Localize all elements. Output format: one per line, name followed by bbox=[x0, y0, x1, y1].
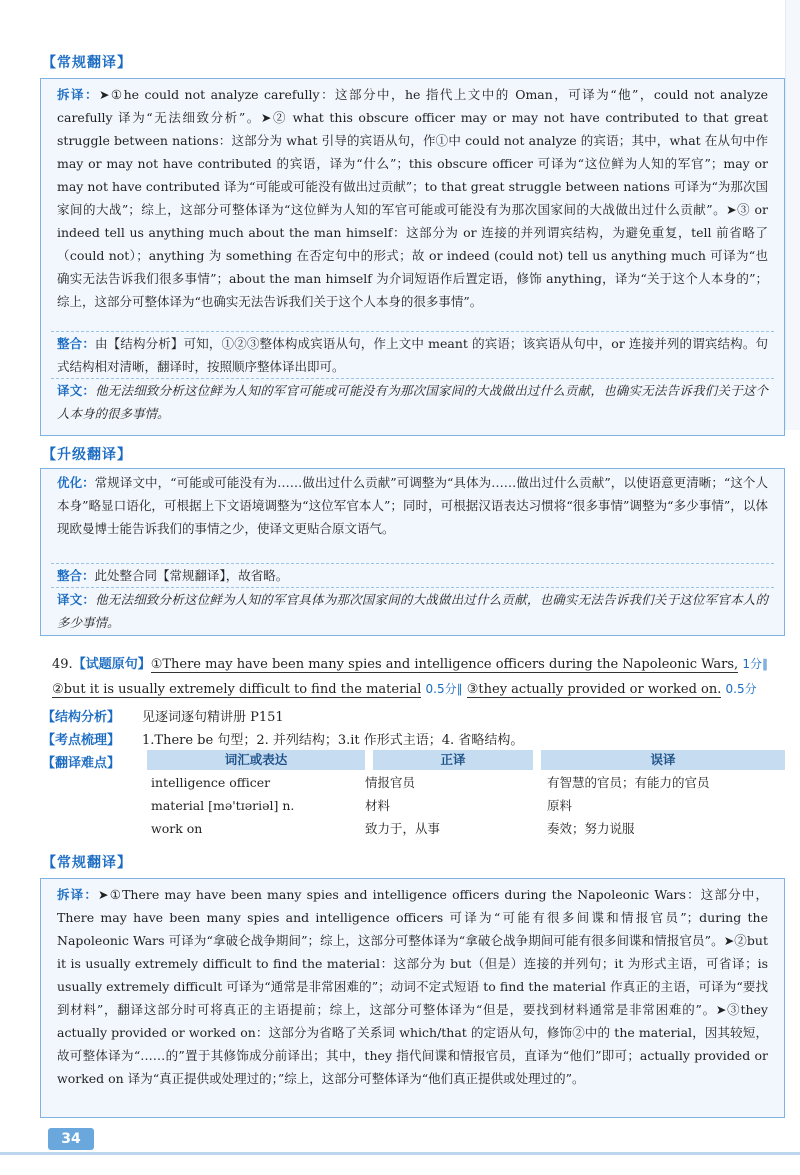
table-cell: 有智慧的官员；有能力的官员 bbox=[547, 775, 710, 790]
section-title-regular-2: 【常规翻译】 bbox=[42, 855, 132, 871]
section-title-regular-1: 【常规翻译】 bbox=[42, 55, 132, 71]
difficulty-label: 【翻译难点】 bbox=[42, 756, 121, 771]
table-cell: work on bbox=[151, 821, 203, 836]
table-header-wrong: 误译 bbox=[541, 750, 785, 770]
zhenghe-paragraph bbox=[41, 332, 784, 378]
table-cell: 原料 bbox=[547, 798, 573, 813]
sentence-part-2: ②but it is usually extremely difficult to find the material bbox=[52, 682, 422, 697]
question-49 bbox=[52, 652, 788, 702]
chaiyi-text: ➤①he could not analyze carefully：这部分中，he 指代上文中的 Oman，可译为“他”，could not analyze carefully 译为“无法细致分析”。➤② what this obscure officer may or may not have contributed to that great struggle between nations：这部分为 what 引导的宾语从句，作①中 could not analyze 的宾语；其中，what 在从句中作 may or may not have contributed 的宾语，译为“什么”；this obscure officer 可译为“这位鲜为人知的军官”；may or may not have contributed 译为“可能或可能没有做出过贡献”；to that great struggle between nations 可译为“为那次国家间的大战”；综上，这部分可整体译为“这位鲜为人知的军官可能或可能没有为那次国家间的大战做出过什么贡献”。➤③ or indeed tell us anything much about the man himself：这部分为 or 连接的并列谓宾结构，为避免重复，tell 前省略了（could not）；anything 为 something 在否定句中的形式；故 or indeed (could not) tell us anything much 可译为“也确实无法告诉我们很多事情”；about the man himself 为介词短语作后置定语，修饰 anything，译为“关于这个人本身的”；综上，这部分可整体译为“也确实无法告诉我们关于这个人本身的很多事情”。 bbox=[57, 87, 768, 309]
chaiyi-label-2: 拆译： bbox=[57, 887, 99, 902]
score-1: 1分 bbox=[742, 657, 762, 671]
yiwen-text-upgrade: 他无法细致分析这位鲜为人知的军官具体为那次国家间的大战做出过什么贡献，也确实无法告诉我们关于这位军官本人的多少事情。 bbox=[57, 592, 768, 630]
yiwen-paragraph bbox=[41, 379, 784, 425]
page-number: 34 bbox=[48, 1128, 94, 1150]
table-cell: 奏效；努力说服 bbox=[547, 821, 635, 836]
footer-bar bbox=[0, 1152, 800, 1155]
yiwen-label-upgrade: 译文： bbox=[57, 592, 96, 607]
section-title-upgrade: 【升级翻译】 bbox=[42, 447, 132, 463]
chaiyi-paragraph-2 bbox=[41, 879, 784, 1115]
structure-analysis-row bbox=[42, 706, 284, 725]
structure-analysis-text: 见逐词逐句精讲册 P151 bbox=[142, 710, 284, 725]
table-header-correct: 正译 bbox=[373, 750, 533, 770]
table-header-expression: 词汇或表达 bbox=[147, 750, 365, 770]
zhenghe-text: 由【结构分析】可知，①②③整体构成宾语从句，作上文中 meant 的宾语；该宾语从句中，or 连接并列的谓宾结构。句式结构相对清晰，翻译时，按照顺序整体译出即可。 bbox=[57, 336, 768, 374]
question-number: 49. bbox=[52, 657, 73, 672]
question-tag: 【试题原句】 bbox=[72, 657, 151, 672]
margin-decoration bbox=[785, 0, 800, 430]
key-points-row bbox=[42, 729, 523, 748]
youhua-label: 优化： bbox=[57, 475, 95, 490]
yiwen-paragraph-upgrade bbox=[41, 588, 784, 634]
score-2: 0.5分 bbox=[425, 682, 457, 696]
regular-translation-box-1 bbox=[40, 78, 785, 436]
sentence-part-3: ③they actually provided or worked on. bbox=[466, 682, 722, 697]
yiwen-text: 他无法细致分析这位鲜为人知的军官可能或可能没有为那次国家间的大战做出过什么贡献，也确实无法告诉我们关于这个人本身的很多事情。 bbox=[57, 383, 768, 421]
key-points-label: 【考点梳理】 bbox=[42, 733, 121, 748]
score-3: 0.5分 bbox=[725, 682, 757, 696]
separator-1: ∥ bbox=[761, 657, 768, 671]
chaiyi-label: 拆译： bbox=[57, 87, 99, 102]
difficulty-row bbox=[42, 752, 142, 771]
separator-2: ∥ bbox=[456, 682, 463, 696]
yiwen-label: 译文： bbox=[57, 383, 96, 398]
chaiyi-text-2: ➤①There may have been many spies and intelligence officers during the Napoleonic Wars：这部分中，There may have been many spies and intelligence officers 可译为“可能有很多间谍和情报官员”；during the Napoleonic Wars 可译为“拿破仑战争期间”；综上，这部分可整体译为“拿破仑战争期间可能有很多间谍和情报官员”。➤②but it is usually extremely difficult to find the material：这部分为 but（但是）连接的并列句；it 为形式主语，可省译；is usually extremely difficult 可译为“通常是非常困难的”；动词不定式短语 to find the material 作真正的主语，可译为“要找到材料”，翻译这部分时可将真正的主语提前；综上，这部分可整体译为“但是，要找到材料通常是非常困难的”。➤③they actually provided or worked on：这部分为省略了关系词 which/that 的定语从句，修饰②中的 the material，因其较短，故可整体译为“……的”置于其修饰成分前译出；其中，they 指代间谍和情报官员，直译为“他们”即可；actually provided or worked on 译为“真正提供或处理过的；”综上，这部分可整体译为“他们真正提供或处理过的”。 bbox=[57, 887, 768, 1086]
upgrade-translation-box bbox=[40, 468, 785, 636]
table-cell: 情报官员 bbox=[365, 775, 416, 790]
structure-analysis-label: 【结构分析】 bbox=[42, 710, 121, 725]
regular-translation-box-2 bbox=[40, 878, 785, 1118]
chaiyi-paragraph bbox=[41, 79, 784, 331]
key-points-text: 1.There be 句型；2. 并列结构；3.it 作形式主语；4. 省略结构。 bbox=[142, 733, 524, 748]
sentence-part-1: ①There may have been many spies and intelligence officers during the Napoleonic Wars, bbox=[150, 657, 739, 672]
zhenghe-text-upgrade: 此处整合同【常规翻译】，故省略。 bbox=[94, 568, 289, 583]
table-cell: 致力于，从事 bbox=[365, 821, 441, 836]
zhenghe-label: 整合： bbox=[57, 336, 95, 351]
table-cell: intelligence officer bbox=[151, 775, 271, 790]
youhua-paragraph bbox=[41, 469, 784, 563]
table-cell: 材料 bbox=[365, 798, 391, 813]
zhenghe-paragraph-upgrade bbox=[41, 564, 784, 587]
table-cell: material [mə'tɪəriəl] n. bbox=[151, 798, 295, 813]
youhua-text: 常规译文中，“可能或可能没有为……做出过什么贡献”可调整为“具体为……做出过什么贡献”，以使语意更清晰；“这个人本身”略显口语化，可根据上下文语境调整为“这位军官本人”；同时，可根据汉语表达习惯将“很多事情”调整为“多少事情”，以体现欧曼博士能告诉我们的事情之少，使译文更贴合原文语气。 bbox=[57, 475, 768, 536]
zhenghe-label-upgrade: 整合： bbox=[57, 568, 95, 583]
